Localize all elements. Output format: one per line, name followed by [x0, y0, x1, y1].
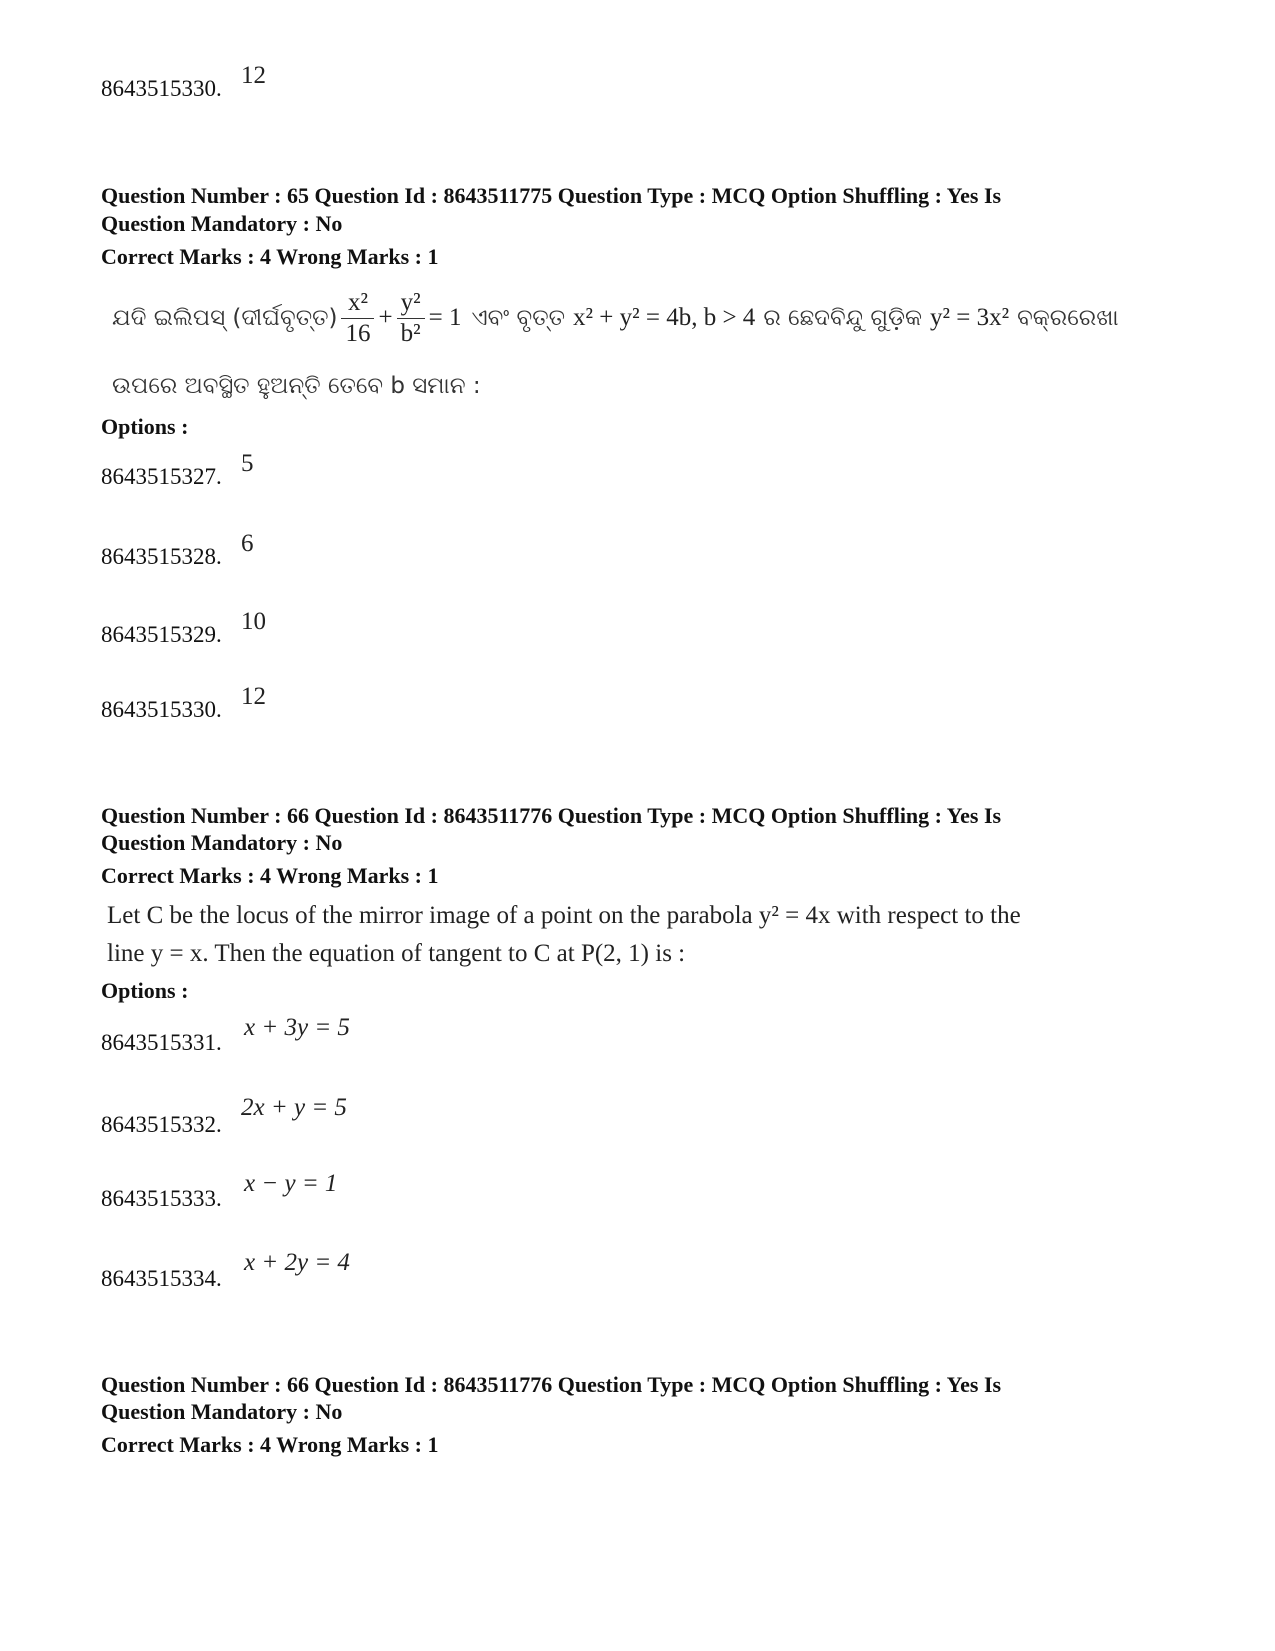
q65-odia-text-1: ଯଦି ଇଲିପସ୍ (ଦୀର୍ଘବୃତ୍ତ) [112, 305, 338, 331]
q66-options-label: Options : [101, 978, 189, 1003]
option-value: x + 2y = 4 [244, 1249, 350, 1276]
q66-header-line1: Question Number : 66 Question Id : 8643511776 Question Type : MCQ Option Shuffling : Yes Is [101, 803, 1002, 828]
q65-marks: Correct Marks : 4 Wrong Marks : 1 [101, 244, 439, 269]
option-value: x − y = 1 [244, 1170, 338, 1197]
q65-header-line2: Question Mandatory : No [101, 211, 343, 236]
q65-question-line1 [112, 282, 1119, 354]
option-id: 8643515329. [101, 622, 222, 647]
q65-equals-one: = 1 [428, 304, 462, 331]
q66b-marks: Correct Marks : 4 Wrong Marks : 1 [101, 1432, 439, 1457]
option-id: 8643515327. [101, 464, 222, 489]
q65-odia-text-3: ର ଛେଦବିନ୍ଦୁ ଗୁଡ଼ିକ [763, 305, 923, 331]
option-value: 12 [241, 62, 266, 89]
option-id: 8643515333. [101, 1186, 222, 1211]
q66-question-line1: Let C be the locus of the mirror image of a point on the parabola y² = 4x with respect to the [107, 902, 1021, 929]
q66-marks: Correct Marks : 4 Wrong Marks : 1 [101, 863, 439, 888]
option-id: 8643515332. [101, 1112, 222, 1137]
option-id: 8643515334. [101, 1266, 222, 1291]
option-id: 8643515328. [101, 544, 222, 569]
q65-options-label: Options : [101, 414, 189, 439]
q65-question-line2: ଉପରେ ଅବସ୍ଥିତ ହୁଅନ୍ତି ତେବେ b ସମାନ : [112, 373, 481, 399]
option-id: 8643515330. [101, 697, 222, 722]
q65-fraction-2 [397, 288, 425, 349]
q66b-header-line1: Question Number : 66 Question Id : 8643511776 Question Type : MCQ Option Shuffling : Yes Is [101, 1372, 1002, 1397]
option-value: 5 [241, 450, 254, 477]
q65-frac2-denominator: b² [400, 319, 421, 347]
q65-header-line1: Question Number : 65 Question Id : 8643511775 Question Type : MCQ Option Shuffling : Yes Is [101, 183, 1002, 208]
q65-frac1-numerator: x² [341, 288, 374, 319]
option-value: 10 [241, 608, 266, 635]
q65-odia-text-2: ଏବଂ ବୃତ୍ତ [471, 305, 566, 331]
q65-odia-text-4: ବକ୍ରରେଖା [1017, 305, 1119, 331]
option-id: 8643515330. [101, 76, 222, 101]
option-value: 2x + y = 5 [241, 1094, 347, 1121]
option-id: 8643515331. [101, 1030, 222, 1055]
q65-curve-equation: y² = 3x² [930, 304, 1010, 331]
q65-fraction-1 [341, 288, 374, 349]
option-value: x + 3y = 5 [244, 1014, 350, 1041]
q65-circle-equation: x² + y² = 4b, b > 4 [573, 304, 756, 331]
q66-header-line2: Question Mandatory : No [101, 830, 343, 855]
option-value: 12 [241, 683, 266, 710]
q65-frac1-denominator: 16 [345, 319, 371, 347]
q65-plus: + [378, 304, 393, 331]
option-value: 6 [241, 530, 254, 557]
q66b-header-line2: Question Mandatory : No [101, 1399, 343, 1424]
q66-question-line2: line y = x. Then the equation of tangent to C at P(2, 1) is : [107, 940, 686, 967]
q65-frac2-numerator: y² [397, 288, 425, 319]
